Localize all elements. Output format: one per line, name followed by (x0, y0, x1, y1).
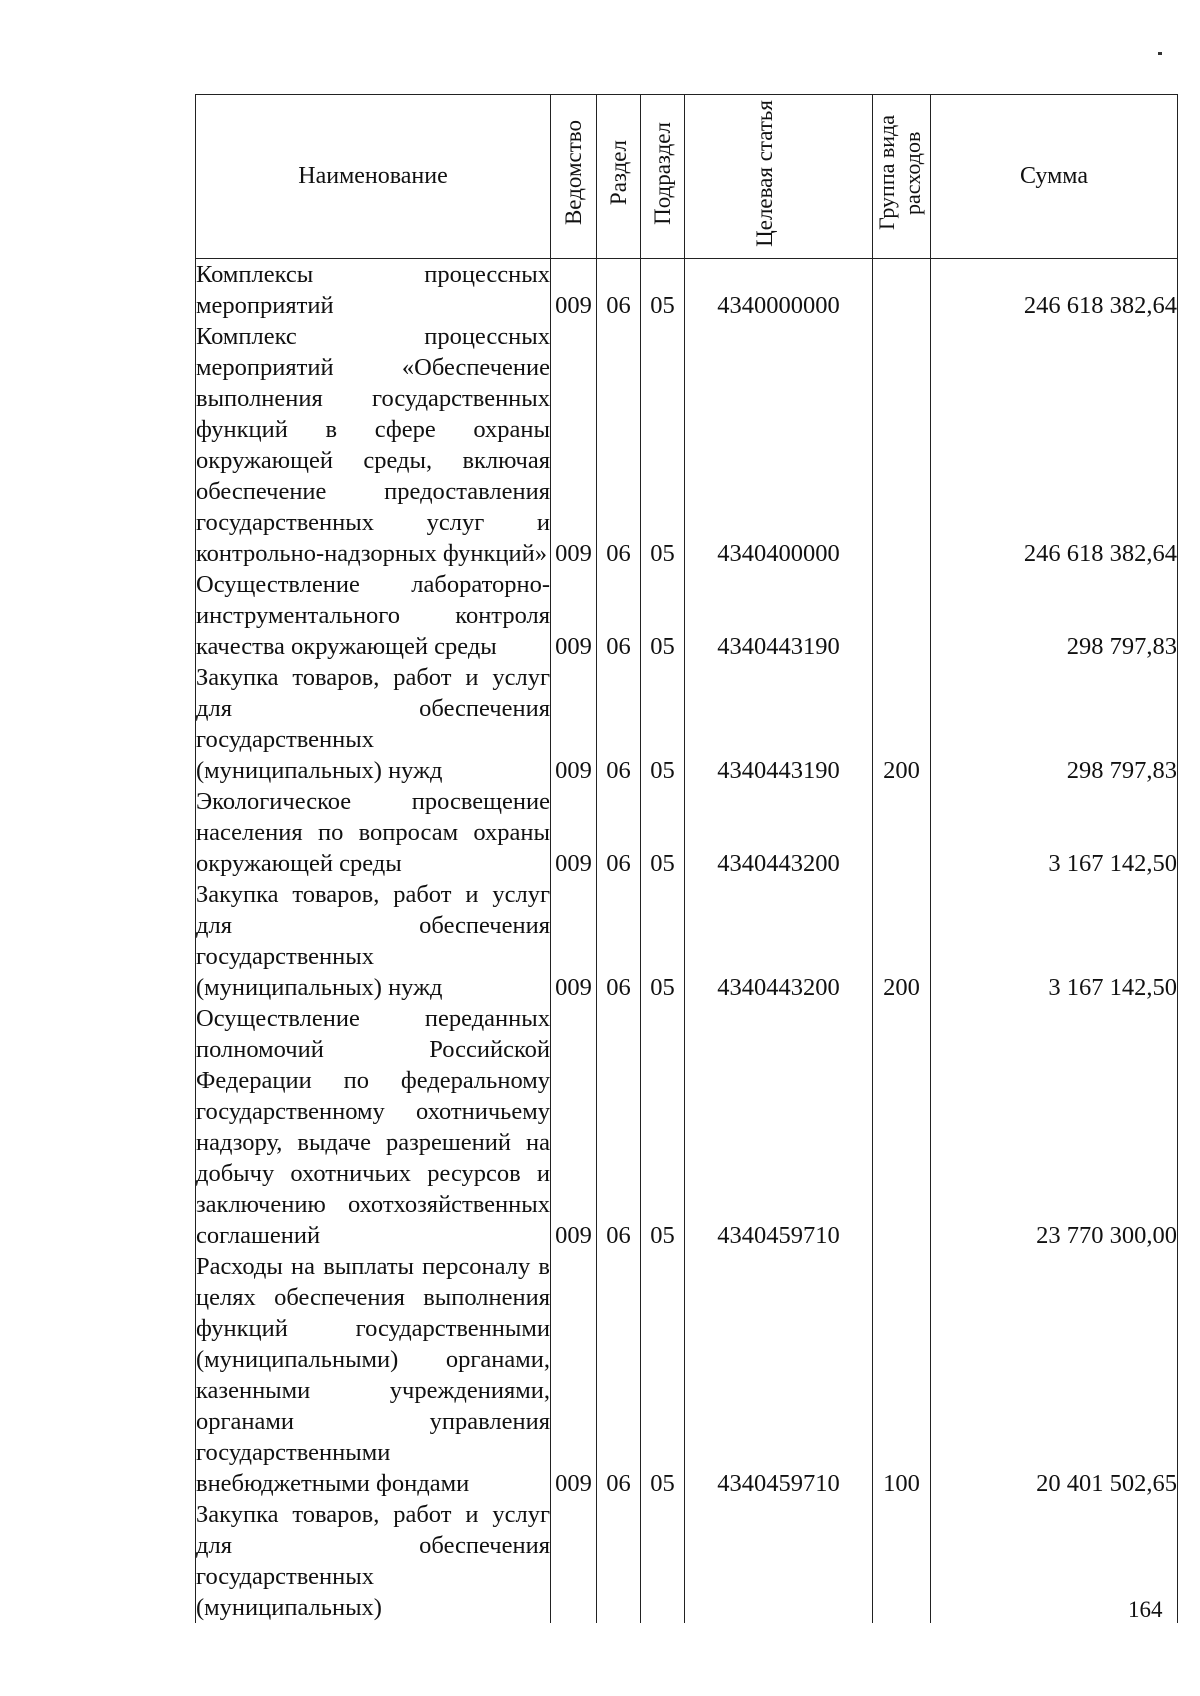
row-amount: 298 797,83 (931, 662, 1178, 786)
row-amount: 3 167 142,50 (931, 786, 1178, 879)
table-row (196, 879, 1178, 1003)
row-name: Закупка товаров, работ и услуг для обеспечения государственных (муниципальных) нужд (196, 881, 550, 1001)
row-section: 06 (597, 1251, 641, 1499)
row-amount: 3 167 142,50 (931, 879, 1178, 1003)
row-target-article: 4340000000 (685, 259, 873, 322)
row-section (597, 1499, 641, 1623)
row-name: Осуществление лабораторно-инструментального контроля качества окружающей среды (196, 571, 550, 660)
row-subsection (641, 1499, 685, 1623)
row-name: Комплексы процессных мероприятий (196, 259, 551, 322)
table-body (196, 259, 1178, 1624)
row-ministry: 009 (551, 321, 597, 569)
header-subsection: Подраздел (641, 95, 685, 259)
row-amount: 246 618 382,64 (931, 321, 1178, 569)
row-target-article: 4340459710 (685, 1251, 873, 1499)
page-number: 164 (1128, 1597, 1163, 1622)
row-section: 06 (597, 321, 641, 569)
budget-table (195, 94, 1178, 1623)
row-expense-group: 100 (873, 1251, 931, 1499)
row-subsection: 05 (641, 569, 685, 662)
header-expense-group: Группа вида расходов (873, 95, 931, 259)
scan-speck (1158, 52, 1162, 55)
row-section: 06 (597, 662, 641, 786)
row-target-article: 4340459710 (685, 1003, 873, 1251)
row-section: 06 (597, 786, 641, 879)
table-header (196, 95, 1178, 259)
row-amount: 23 770 300,00 (931, 1003, 1178, 1251)
row-subsection: 05 (641, 786, 685, 879)
table-row (196, 1499, 1178, 1623)
table-row (196, 259, 1178, 322)
row-expense-group (873, 1003, 931, 1251)
header-ministry: Ведомство (551, 95, 597, 259)
table-row (196, 662, 1178, 786)
row-name: Закупка товаров, работ и услуг для обеспечения государственных (муниципальных) нужд (196, 664, 550, 784)
row-subsection: 05 (641, 879, 685, 1003)
row-expense-group (873, 1499, 931, 1623)
row-name: Комплекс процессных мероприятий «Обеспечение выполнения государственных функций в сфере охраны окружающей среды, включая обеспечение предоставления государственных услуг и контрольно-надзорных функций» (196, 323, 550, 567)
row-target-article: 4340443190 (685, 662, 873, 786)
row-ministry: 009 (551, 662, 597, 786)
row-target-article (685, 1499, 873, 1623)
row-ministry: 009 (551, 1003, 597, 1251)
row-name: Расходы на выплаты персоналу в целях обеспечения выполнения функций государственными (муниципальными) органами, казенными учреждениями, органами управления государственными внебюджетными фондами (196, 1253, 550, 1497)
header-amount: Сумма (931, 95, 1178, 259)
row-expense-group: 200 (873, 662, 931, 786)
table-row (196, 786, 1178, 879)
row-target-article: 4340400000 (685, 321, 873, 569)
row-name: Закупка товаров, работ и услуг для обеспечения государственных (муниципальных) (196, 1501, 550, 1621)
table-row (196, 321, 1178, 569)
row-section: 06 (597, 569, 641, 662)
row-ministry: 009 (551, 786, 597, 879)
header-section: Раздел (597, 95, 641, 259)
row-subsection: 05 (641, 259, 685, 322)
row-amount: 246 618 382,64 (931, 259, 1178, 322)
row-amount: 298 797,83 (931, 569, 1178, 662)
row-subsection: 05 (641, 1251, 685, 1499)
row-ministry: 009 (551, 879, 597, 1003)
row-ministry: 009 (551, 259, 597, 322)
row-expense-group (873, 321, 931, 569)
row-expense-group: 200 (873, 879, 931, 1003)
row-target-article: 4340443200 (685, 879, 873, 1003)
row-ministry: 009 (551, 569, 597, 662)
table-row (196, 569, 1178, 662)
row-subsection: 05 (641, 1003, 685, 1251)
row-expense-group (873, 786, 931, 879)
header-target-article: Целевая статья (685, 95, 873, 259)
row-ministry (551, 1499, 597, 1623)
header-name: Наименование (196, 95, 551, 259)
table-row (196, 1251, 1178, 1499)
row-expense-group (873, 259, 931, 322)
row-section: 06 (597, 259, 641, 322)
row-expense-group (873, 569, 931, 662)
row-amount: 20 401 502,65 (931, 1251, 1178, 1499)
row-name: Экологическое просвещение населения по вопросам охраны окружающей среды (196, 788, 550, 877)
row-ministry: 009 (551, 1251, 597, 1499)
row-target-article: 4340443200 (685, 786, 873, 879)
row-target-article: 4340443190 (685, 569, 873, 662)
row-subsection: 05 (641, 662, 685, 786)
row-section: 06 (597, 1003, 641, 1251)
row-section: 06 (597, 879, 641, 1003)
table-row (196, 1003, 1178, 1251)
row-subsection: 05 (641, 321, 685, 569)
row-name: Осуществление переданных полномочий Российской Федерации по федеральному государственному охотничьему надзору, выдаче разрешений на добычу охотничьих ресурсов и заключению охотхозяйственных соглашений (196, 1005, 550, 1249)
